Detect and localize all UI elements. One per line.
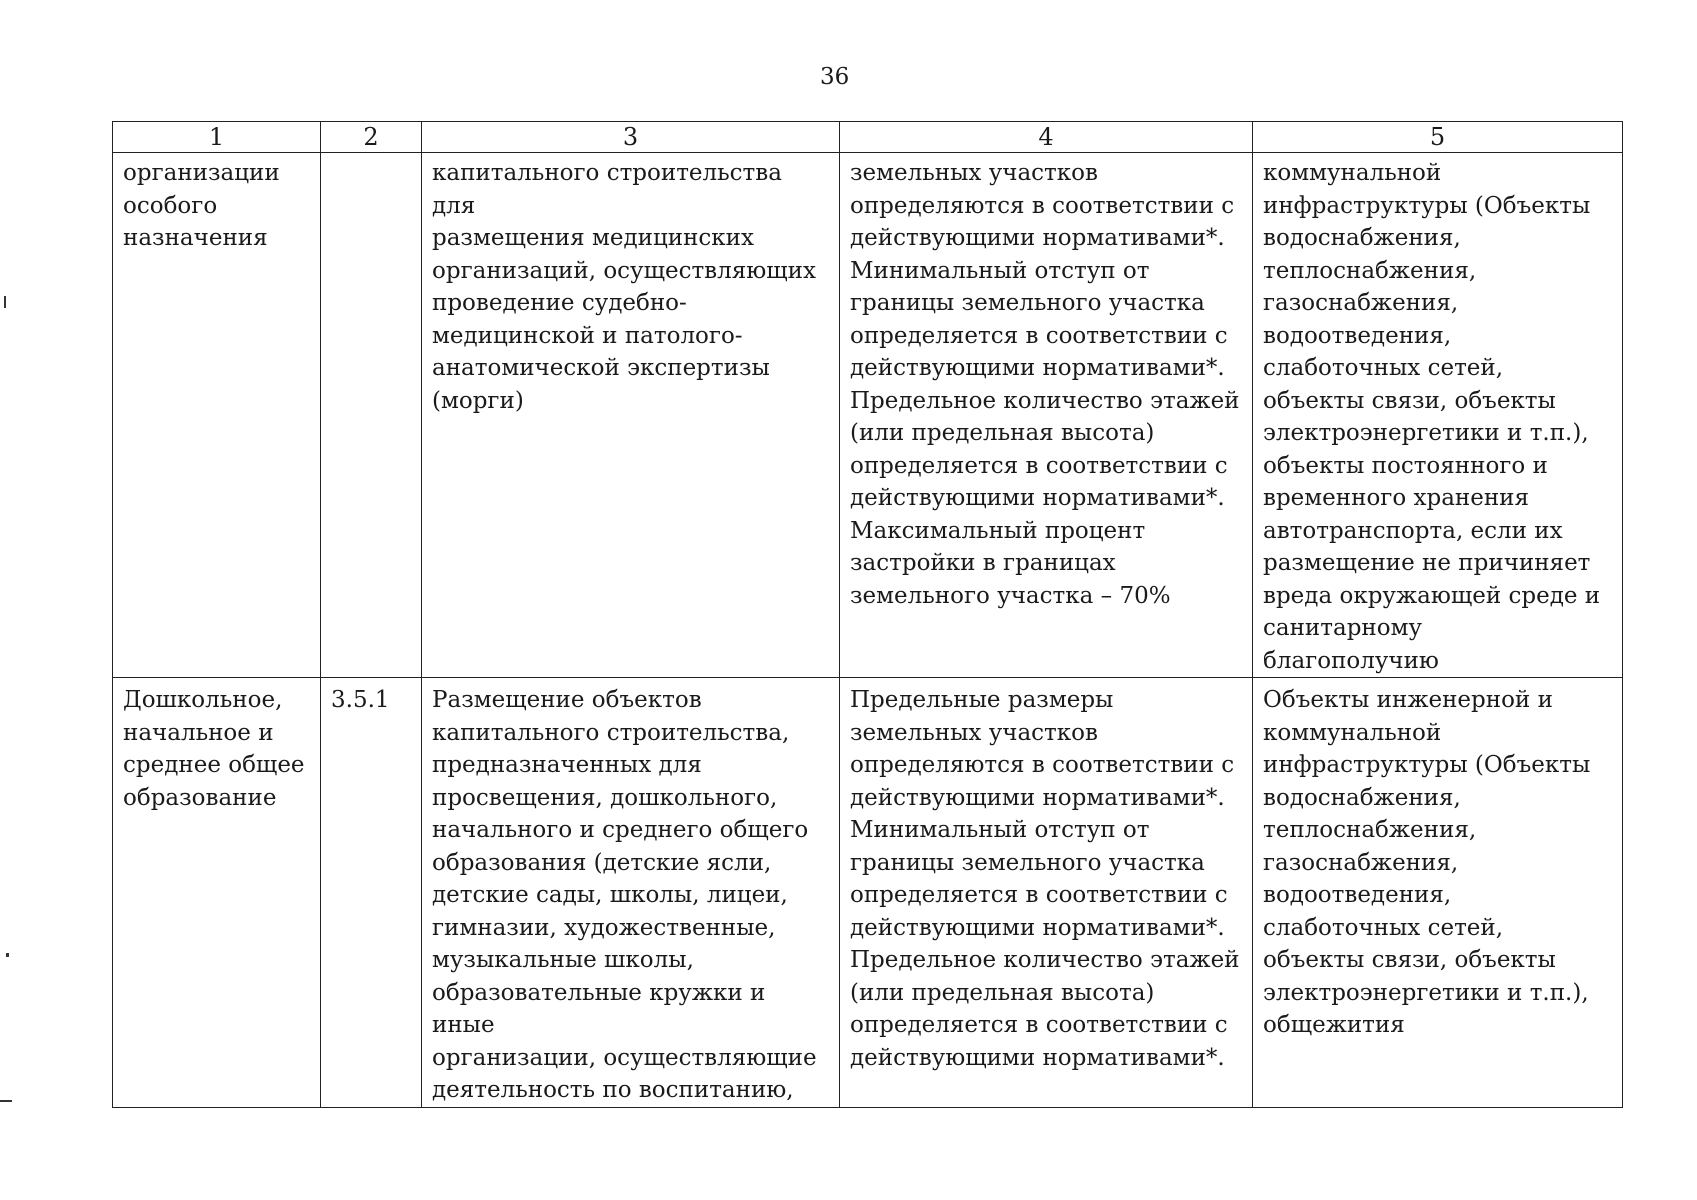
column-number-1: 1 (113, 122, 321, 153)
land-use-type-cell: организации особого назначения (113, 153, 321, 678)
auxiliary-uses-cell: коммунальной инфраструктуры (Объекты водоснабжения, теплоснабжения, газоснабжения, водоотведения, слаботочных сетей, объекты связи, объекты электроэнергетики и т.п.), объекты постоянного и временного хранения автотранспорта, если их размещение не причиняет вреда окружающей среде и санитарному благополучию (1253, 153, 1623, 678)
zoning-table (112, 121, 1623, 1108)
column-number-3: 3 (422, 122, 840, 153)
table-header-row (113, 122, 1623, 153)
land-use-type-cell: Дошкольное, начальное и среднее общее образование (113, 678, 321, 1108)
description-cell: капитального строительства для размещения медицинских организаций, осуществляющих проведение судебно- медицинской и патолого- анатомической экспертизы (морги) (422, 153, 840, 678)
code-cell: 3.5.1 (321, 678, 422, 1108)
column-number-4: 4 (840, 122, 1253, 153)
column-number-2: 2 (321, 122, 422, 153)
parameters-cell: земельных участков определяются в соответствии с действующими нормативами*. Минимальный отступ от границы земельного участка определяется в соответствии с действующими нормативами*. Предельное количество этажей (или предельная высота) определяется в соответствии с действующими нормативами*. Максимальный процент застройки в границах земельного участка – 70% (840, 153, 1253, 678)
scan-margin-mark (0, 1100, 12, 1102)
description-cell: Размещение объектов капитального строительства, предназначенных для просвещения, дошкольного, начального и среднего общего образования (детские ясли, детские сады, школы, лицеи, гимназии, художественные, музыкальные школы, образовательные кружки и иные организации, осуществляющие деятельность по воспитанию, (422, 678, 840, 1108)
scan-margin-mark (4, 296, 6, 308)
scan-margin-mark (6, 953, 9, 957)
parameters-cell: Предельные размеры земельных участков определяются в соответствии с действующими нормативами*. Минимальный отступ от границы земельного участка определяется в соответствии с действующими нормативами*. Предельное количество этажей (или предельная высота) определяется в соответствии с действующими нормативами*. (840, 678, 1253, 1108)
table-row (113, 153, 1623, 678)
table-row (113, 678, 1623, 1108)
page-number: 36 (820, 64, 850, 90)
auxiliary-uses-cell: Объекты инженерной и коммунальной инфраструктуры (Объекты водоснабжения, теплоснабжения, газоснабжения, водоотведения, слаботочных сетей, объекты связи, объекты электроэнергетики и т.п.), общежития (1253, 678, 1623, 1108)
code-cell (321, 153, 422, 678)
column-number-5: 5 (1253, 122, 1623, 153)
